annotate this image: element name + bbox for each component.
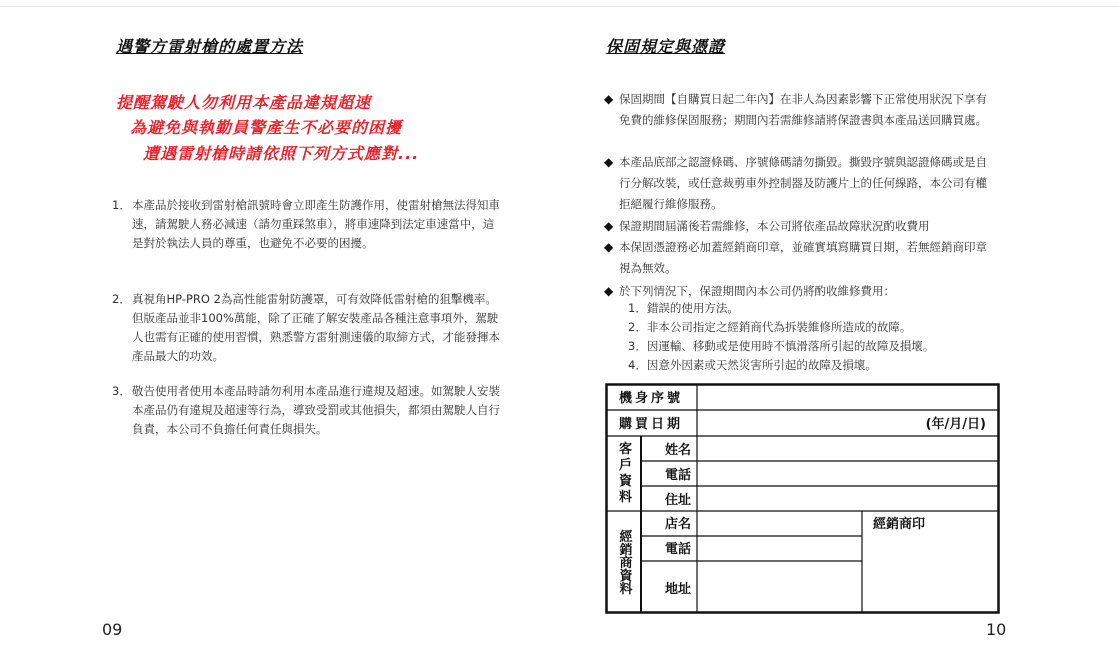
bullet-text: 保證期間屆滿後若需維修，本公司將依產品故障狀況酌收費用 <box>619 219 930 233</box>
warning-line-3: 遭遇雷射槍時請依照下列方式應對... <box>143 144 420 163</box>
warning-line-2: 為避免與執勤員警產生不必要的困擾 <box>130 118 403 137</box>
bullet-text: 本保固憑證務必加蓋經銷商印章，並確實填寫購買日期，若無經銷商印章視為無效。 <box>619 240 987 275</box>
customer-name-label: 姓名 <box>665 443 692 458</box>
serial-number-label: 機身序號 <box>618 391 684 406</box>
left-page-title: 遇警方雷射槍的處置方法 <box>116 37 304 56</box>
diamond-bullet-icon: ◆ <box>604 155 614 169</box>
dealer-section-label: 經銷商資料 <box>619 530 633 597</box>
page-number-right: 10 <box>986 620 1007 639</box>
dealer-phone-label: 電話 <box>665 542 692 557</box>
dealer-stamp-label: 經銷商印 <box>873 517 926 532</box>
fee-condition-item: 3．因運輸、移動或是使用時不慎滑落所引起的故障及損壞。 <box>628 339 935 353</box>
dealer-address-label: 地址 <box>665 582 692 597</box>
fee-condition-item: 2．非本公司指定之經銷商代為拆裝維修所造成的故障。 <box>628 320 912 334</box>
diamond-bullet-icon: ◆ <box>604 284 614 298</box>
item-text: 真視角HP-PRO 2為高性能雷射防護罩，可有效降低雷射槍的狙擊機率。但版產品並非100%萬能，除了正確了解安裝產品各種注意事項外，駕駛人也需有正確的使用習慣，熟悉警方雷射測速儀的取締方式，才能發揮本產品最大的功效。 <box>132 292 500 363</box>
fee-condition-item: 1．錯誤的使用方法。 <box>628 301 739 315</box>
bullet-text: 本產品底部之認證條碼、序號條碼請勿撕毀。撕毀序號與認證條碼或是自行分解改裝，或任意裁剪車外控制器及防護片上的任何線路，本公司有權拒絕履行維修服務。 <box>619 155 987 211</box>
item-text: 敬告使用者使用本產品時請勿利用本產品進行違規及超速。如駕駛人安裝本產品仍有違規及超速等行為，導致受罰或其他損失，都須由駕駛人自行負責，本公司不負擔任何責任與損失。 <box>132 384 500 436</box>
warning-line-1: 提醒駕駛人勿利用本產品違規超速 <box>116 93 372 112</box>
fee-condition-item: 4．因意外因素或天然災害所引起的故障及損壞。 <box>628 358 877 372</box>
diamond-bullet-icon: ◆ <box>604 219 614 233</box>
purchase-date-label: 購買日期 <box>618 417 684 432</box>
bullet-text: 保固期間【自購買日起二年內】在非人為因素影響下正常使用狀況下享有免費的維修保固服務；期間內若需維修請將保證書與本產品送回購買處。 <box>619 92 987 127</box>
customer-section-label: 客戶資料 <box>618 442 634 505</box>
page-number-left: 09 <box>102 620 123 639</box>
item-number: 2． <box>112 292 131 306</box>
bullet-text: 於下列情況下，保證期間內本公司仍將酌收維修費用： <box>619 284 895 298</box>
item-number: 1． <box>112 198 131 212</box>
diamond-bullet-icon: ◆ <box>604 92 614 106</box>
item-number: 3． <box>112 384 131 398</box>
customer-address-label: 住址 <box>665 493 692 508</box>
customer-phone-label: 電話 <box>665 468 692 483</box>
right-page-title: 保固規定與憑證 <box>606 37 726 56</box>
date-format-hint: (年/月/日) <box>925 417 986 432</box>
diamond-bullet-icon: ◆ <box>604 240 614 254</box>
dealer-store-label: 店名 <box>665 517 692 532</box>
item-text: 本產品於接收到雷射槍訊號時會立即產生防護作用，使雷射槍無法得知車速，請駕駛人務必減速（請勿重踩煞車），將車速降到法定車速當中，這是對於執法人員的尊重，也避免不必要的困擾。 <box>132 198 500 250</box>
